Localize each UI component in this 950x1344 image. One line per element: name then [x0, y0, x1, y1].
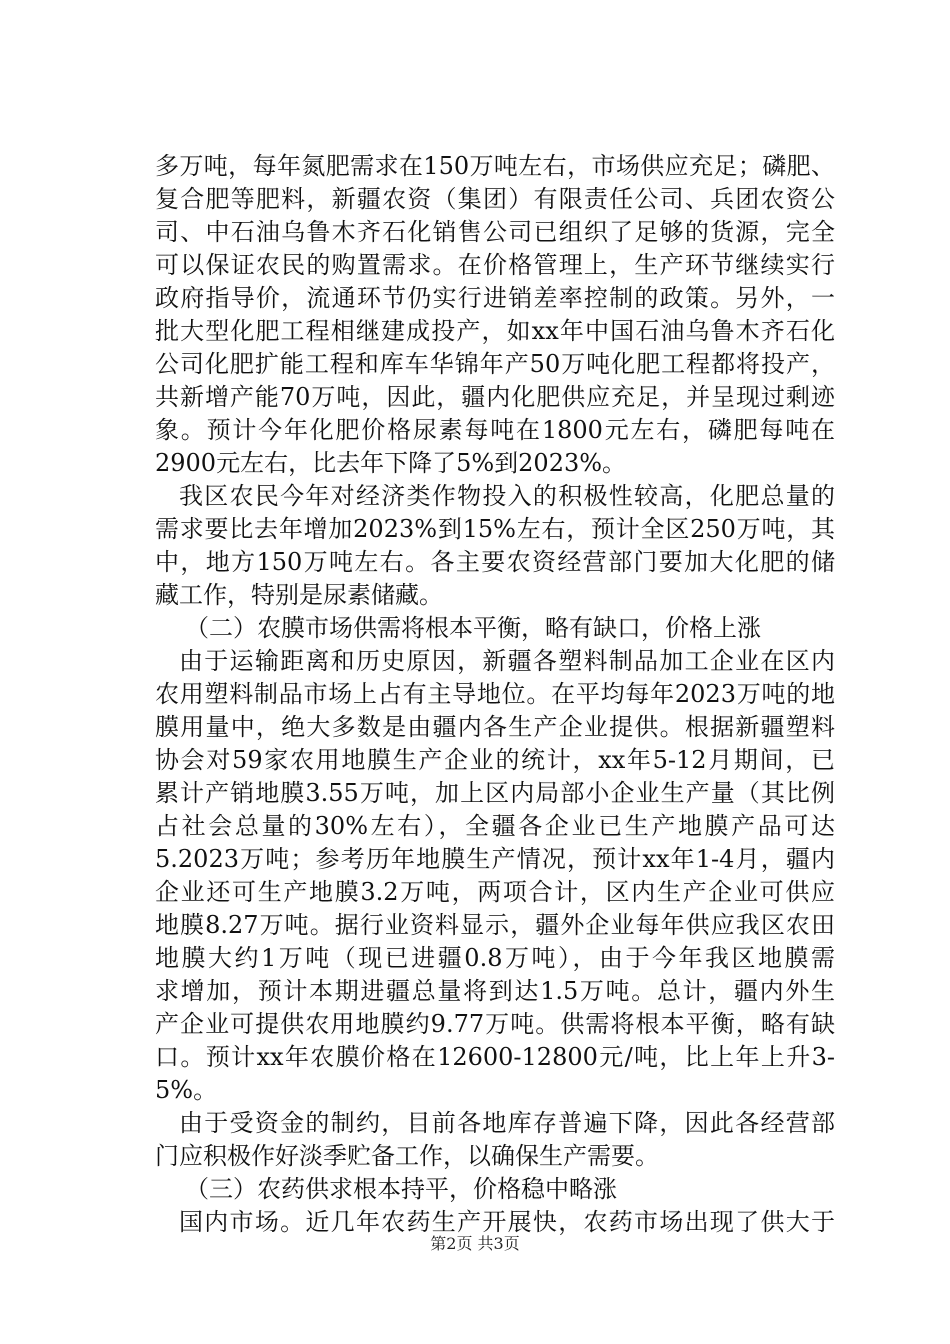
- text-line: 政府指导价，流通环节仍实行进销差率控制的政策。另外，一: [155, 284, 835, 312]
- text-line: 复合肥等肥料，新疆农资（集团）有限责任公司、兵团农资公: [155, 185, 835, 213]
- text-line: 公司化肥扩能工程和库车华锦年产50万吨化肥工程都将投产，: [155, 350, 835, 378]
- text-line: 地膜8.27万吨。据行业资料显示，疆外企业每年供应我区农田: [155, 911, 835, 939]
- text-line: 需求要比去年增加2023%到15%左右，预计全区250万吨，其: [155, 515, 835, 543]
- section-heading: （三）农药供求根本持平，价格稳中略涨: [185, 1175, 617, 1203]
- text-line: 由于受资金的制约，目前各地库存普遍下降，因此各经营部: [179, 1109, 835, 1137]
- text-line: 企业还可生产地膜3.2万吨，两项合计，区内生产企业可供应: [155, 878, 835, 906]
- text-line: 多万吨，每年氮肥需求在150万吨左右，市场供应充足；磷肥、: [155, 152, 835, 180]
- text-line: 门应积极作好淡季贮备工作，以确保生产需要。: [155, 1142, 659, 1170]
- text-line: 5%。: [155, 1076, 218, 1104]
- text-line: 共新增产能70万吨，因此，疆内化肥供应充足，并呈现过剩迹: [155, 383, 835, 411]
- text-line: 口。预计xx年农膜价格在12600-12800元/吨，比上年上升3-: [155, 1043, 835, 1071]
- text-line: 5.2023万吨；参考历年地膜生产情况，预计xx年1-4月，疆内: [155, 845, 835, 873]
- text-line: 由于运输距离和历史原因，新疆各塑料制品加工企业在区内: [179, 647, 835, 675]
- section-heading: （二）农膜市场供需将根本平衡，略有缺口，价格上涨: [185, 614, 761, 642]
- text-line: 占社会总量的30%左右），全疆各企业已生产地膜产品可达: [155, 812, 835, 840]
- text-line: 农用塑料制品市场上占有主导地位。在平均每年2023万吨的地: [155, 680, 835, 708]
- text-line: 膜用量中，绝大多数是由疆内各生产企业提供。根据新疆塑料: [155, 713, 835, 741]
- text-line: 产企业可提供农用地膜约9.77万吨。供需将根本平衡，略有缺: [155, 1010, 835, 1038]
- page-footer: 第2页 共3页: [430, 1234, 520, 1253]
- body-text: [155, 150, 835, 1239]
- text-line: 批大型化肥工程相继建成投产，如xx年中国石油乌鲁木齐石化: [155, 317, 835, 345]
- text-line: 求增加，预计本期进疆总量将到达1.5万吨。总计，疆内外生: [155, 977, 835, 1005]
- text-line: 累计产销地膜3.55万吨，加上区内局部小企业生产量（其比例: [155, 779, 835, 807]
- text-line: 地膜大约1万吨（现已进疆0.8万吨），由于今年我区地膜需: [155, 944, 835, 972]
- text-line: 可以保证农民的购置需求。在价格管理上，生产环节继续实行: [155, 251, 835, 279]
- text-line: 象。预计今年化肥价格尿素每吨在1800元左右，磷肥每吨在: [155, 416, 835, 444]
- text-line: 藏工作，特别是尿素储藏。: [155, 581, 443, 609]
- text-line: 我区农民今年对经济类作物投入的积极性较高，化肥总量的: [179, 482, 835, 510]
- text-line: 国内市场。近几年农药生产开展快，农药市场出现了供大于: [179, 1208, 835, 1236]
- text-line: 2900元左右，比去年下降了5%到2023%。: [155, 449, 627, 477]
- text-line: 司、中石油乌鲁木齐石化销售公司已组织了足够的货源，完全: [155, 218, 835, 246]
- text-line: 中，地方150万吨左右。各主要农资经营部门要加大化肥的储: [155, 548, 835, 576]
- text-line: 协会对59家农用地膜生产企业的统计，xx年5-12月期间，已: [155, 746, 835, 774]
